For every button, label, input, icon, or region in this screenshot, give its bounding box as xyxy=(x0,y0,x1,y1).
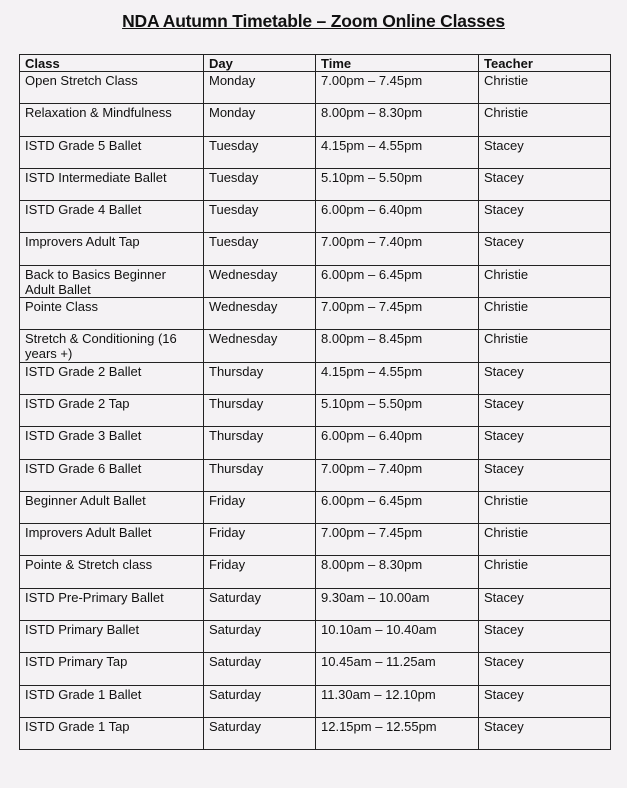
day-cell: Saturday xyxy=(204,685,316,717)
class-cell: Stretch & Conditioning (16 years +) xyxy=(20,330,204,362)
time-cell: 4.15pm – 4.55pm xyxy=(316,136,479,168)
class-cell: ISTD Grade 3 Ballet xyxy=(20,427,204,459)
table-row xyxy=(20,621,611,653)
class-cell: ISTD Grade 6 Ballet xyxy=(20,459,204,491)
teacher-cell: Christie xyxy=(479,104,611,136)
time-cell: 10.45am – 11.25am xyxy=(316,653,479,685)
time-cell: 6.00pm – 6.40pm xyxy=(316,201,479,233)
day-cell: Friday xyxy=(204,491,316,523)
class-cell: ISTD Grade 5 Ballet xyxy=(20,136,204,168)
day-cell: Saturday xyxy=(204,621,316,653)
class-cell: ISTD Grade 2 Tap xyxy=(20,394,204,426)
day-cell: Saturday xyxy=(204,653,316,685)
class-cell: ISTD Pre-Primary Ballet xyxy=(20,588,204,620)
timetable xyxy=(19,54,611,750)
table-row xyxy=(20,72,611,104)
day-cell: Wednesday xyxy=(204,265,316,297)
header-time: Time xyxy=(316,55,479,72)
page-title: NDA Autumn Timetable – Zoom Online Classes xyxy=(122,11,505,31)
table-row xyxy=(20,233,611,265)
header-row xyxy=(20,55,611,72)
time-cell: 7.00pm – 7.45pm xyxy=(316,72,479,104)
time-cell: 11.30am – 12.10pm xyxy=(316,685,479,717)
time-cell: 8.00pm – 8.30pm xyxy=(316,556,479,588)
day-cell: Friday xyxy=(204,524,316,556)
teacher-cell: Christie xyxy=(479,524,611,556)
time-cell: 7.00pm – 7.40pm xyxy=(316,233,479,265)
class-cell: Improvers Adult Ballet xyxy=(20,524,204,556)
time-cell: 5.10pm – 5.50pm xyxy=(316,168,479,200)
teacher-cell: Christie xyxy=(479,72,611,104)
day-cell: Monday xyxy=(204,72,316,104)
day-cell: Thursday xyxy=(204,362,316,394)
teacher-cell: Stacey xyxy=(479,685,611,717)
time-cell: 8.00pm – 8.30pm xyxy=(316,104,479,136)
day-cell: Thursday xyxy=(204,394,316,426)
teacher-cell: Stacey xyxy=(479,588,611,620)
teacher-cell: Stacey xyxy=(479,201,611,233)
class-cell: ISTD Grade 1 Tap xyxy=(20,717,204,749)
time-cell: 9.30am – 10.00am xyxy=(316,588,479,620)
day-cell: Tuesday xyxy=(204,233,316,265)
table-row xyxy=(20,330,611,362)
time-cell: 7.00pm – 7.40pm xyxy=(316,459,479,491)
class-cell: ISTD Grade 2 Ballet xyxy=(20,362,204,394)
time-cell: 6.00pm – 6.45pm xyxy=(316,491,479,523)
time-cell: 6.00pm – 6.45pm xyxy=(316,265,479,297)
teacher-cell: Stacey xyxy=(479,362,611,394)
table-row xyxy=(20,588,611,620)
header-day: Day xyxy=(204,55,316,72)
teacher-cell: Stacey xyxy=(479,394,611,426)
day-cell: Thursday xyxy=(204,459,316,491)
time-cell: 8.00pm – 8.45pm xyxy=(316,330,479,362)
teacher-cell: Stacey xyxy=(479,168,611,200)
table-row xyxy=(20,265,611,297)
class-cell: Back to Basics Beginner Adult Ballet xyxy=(20,265,204,297)
class-cell: Open Stretch Class xyxy=(20,72,204,104)
teacher-cell: Christie xyxy=(479,491,611,523)
time-cell: 7.00pm – 7.45pm xyxy=(316,524,479,556)
time-cell: 6.00pm – 6.40pm xyxy=(316,427,479,459)
table-row xyxy=(20,298,611,330)
day-cell: Thursday xyxy=(204,427,316,459)
header-teacher: Teacher xyxy=(479,55,611,72)
day-cell: Saturday xyxy=(204,717,316,749)
table-row xyxy=(20,201,611,233)
table-row xyxy=(20,653,611,685)
class-cell: Improvers Adult Tap xyxy=(20,233,204,265)
table-row xyxy=(20,168,611,200)
day-cell: Tuesday xyxy=(204,136,316,168)
table-row xyxy=(20,556,611,588)
day-cell: Monday xyxy=(204,104,316,136)
class-cell: ISTD Grade 1 Ballet xyxy=(20,685,204,717)
teacher-cell: Stacey xyxy=(479,136,611,168)
table-row xyxy=(20,362,611,394)
table-row xyxy=(20,491,611,523)
day-cell: Tuesday xyxy=(204,201,316,233)
teacher-cell: Stacey xyxy=(479,427,611,459)
table-row xyxy=(20,524,611,556)
day-cell: Wednesday xyxy=(204,298,316,330)
day-cell: Wednesday xyxy=(204,330,316,362)
teacher-cell: Christie xyxy=(479,265,611,297)
class-cell: Pointe & Stretch class xyxy=(20,556,204,588)
day-cell: Saturday xyxy=(204,588,316,620)
table-row xyxy=(20,717,611,749)
teacher-cell: Christie xyxy=(479,330,611,362)
day-cell: Friday xyxy=(204,556,316,588)
table-row xyxy=(20,459,611,491)
class-cell: ISTD Grade 4 Ballet xyxy=(20,201,204,233)
table-row xyxy=(20,394,611,426)
time-cell: 12.15pm – 12.55pm xyxy=(316,717,479,749)
table-row xyxy=(20,136,611,168)
teacher-cell: Stacey xyxy=(479,717,611,749)
time-cell: 4.15pm – 4.55pm xyxy=(316,362,479,394)
time-cell: 10.10am – 10.40am xyxy=(316,621,479,653)
teacher-cell: Stacey xyxy=(479,621,611,653)
table-row xyxy=(20,427,611,459)
class-cell: ISTD Intermediate Ballet xyxy=(20,168,204,200)
teacher-cell: Stacey xyxy=(479,459,611,491)
class-cell: Relaxation & Mindfulness xyxy=(20,104,204,136)
table-row xyxy=(20,104,611,136)
teacher-cell: Stacey xyxy=(479,233,611,265)
time-cell: 5.10pm – 5.50pm xyxy=(316,394,479,426)
teacher-cell: Christie xyxy=(479,298,611,330)
class-cell: Beginner Adult Ballet xyxy=(20,491,204,523)
header-class: Class xyxy=(20,55,204,72)
teacher-cell: Christie xyxy=(479,556,611,588)
table-row xyxy=(20,685,611,717)
class-cell: Pointe Class xyxy=(20,298,204,330)
time-cell: 7.00pm – 7.45pm xyxy=(316,298,479,330)
day-cell: Tuesday xyxy=(204,168,316,200)
class-cell: ISTD Primary Ballet xyxy=(20,621,204,653)
class-cell: ISTD Primary Tap xyxy=(20,653,204,685)
teacher-cell: Stacey xyxy=(479,653,611,685)
